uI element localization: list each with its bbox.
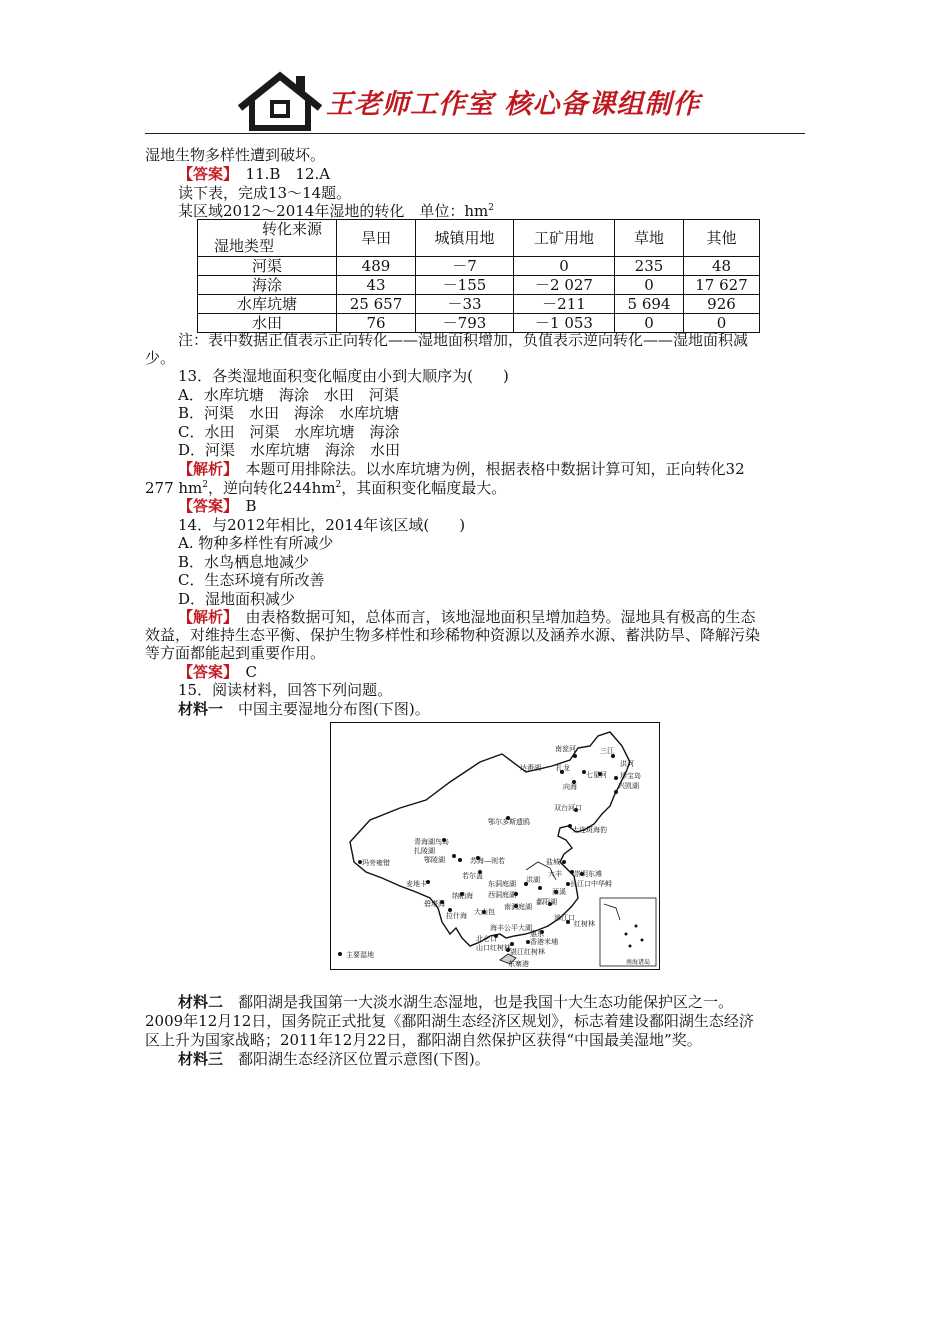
svg-text:鄱阳湖: 鄱阳湖 — [536, 898, 557, 906]
svg-text:崇明东滩: 崇明东滩 — [574, 870, 602, 878]
question-13-stem: 13．各类湿地面积变化幅度由小到大顺序为( ) — [178, 367, 509, 385]
analysis-tag: 【解析】 — [178, 608, 231, 626]
south-china-sea-inset — [600, 898, 656, 966]
table-header-cell: 旱田 — [337, 220, 416, 257]
svg-text:南洞庭湖: 南洞庭湖 — [504, 903, 532, 911]
table-row: 海涂 43 －155 －2 027 0 17 627 — [198, 276, 760, 295]
svg-text:麦地卡: 麦地卡 — [406, 880, 427, 888]
svg-text:西溪: 西溪 — [552, 888, 566, 896]
table-row: 水田 76 －793 －1 053 0 0 — [198, 314, 760, 333]
option-d: D．河渠 水库坑塘 海涂 水田 — [178, 441, 401, 459]
answer-tag: 【答案】 — [178, 165, 231, 183]
svg-text:玛旁雍错: 玛旁雍错 — [362, 859, 390, 867]
svg-text:鄂尔多斯遗鸥: 鄂尔多斯遗鸥 — [488, 818, 530, 826]
answer-tag: 【答案】 — [178, 663, 231, 681]
svg-text:北仑口: 北仑口 — [476, 935, 497, 943]
svg-text:洪湖: 洪湖 — [526, 876, 540, 884]
table-corner: 转化来源 湿地类型 — [198, 220, 337, 257]
svg-text:扎龙: 扎龙 — [556, 764, 570, 772]
svg-text:大丰: 大丰 — [548, 870, 562, 878]
svg-text:向海: 向海 — [563, 783, 577, 791]
house-logo-icon — [236, 70, 324, 132]
svg-text:南瓮河: 南瓮河 — [555, 745, 576, 753]
analysis-line: 【解析】 由表格数据可知，总体而言，该地湿地面积呈增加趋势。湿地具有极高的生态 — [178, 608, 756, 626]
inset-label: 南海诸岛 — [626, 959, 651, 966]
svg-text:漳江口: 漳江口 — [554, 914, 575, 922]
svg-text:拉什海: 拉什海 — [446, 912, 467, 920]
china-wetland-map — [330, 722, 660, 970]
svg-text:大连斑海豹: 大连斑海豹 — [572, 826, 607, 834]
option-b: B．水鸟栖息地减少 — [178, 553, 310, 571]
svg-text:鄂陵湖: 鄂陵湖 — [424, 856, 445, 864]
option-a: A．水库坑塘 海涂 水田 河渠 — [178, 386, 399, 404]
svg-text:山口红树林: 山口红树林 — [476, 944, 511, 952]
svg-text:若尔盖: 若尔盖 — [462, 872, 483, 880]
svg-text:东寨港: 东寨港 — [508, 960, 529, 968]
material-2-line: 区上升为国家战略；2011年12月22日，鄱阳湖自然保护区获得“中国最美湿地”奖。 — [145, 1031, 702, 1049]
answer-line — [178, 165, 330, 184]
svg-text:苏海—则若: 苏海—则若 — [470, 857, 505, 865]
table-header-cell: 工矿用地 — [514, 220, 615, 257]
svg-text:香港米埔: 香港米埔 — [530, 938, 558, 946]
svg-text:主要湿地: 主要湿地 — [346, 951, 374, 959]
material-1: 材料一 中国主要湿地分布图(下图)。 — [178, 700, 430, 718]
header-title: 王老师工作室 核心备课组制作 — [326, 89, 701, 120]
svg-text:扎陵湖: 扎陵湖 — [414, 847, 435, 855]
analysis-line: 【解析】 本题可用排除法。以水库坑塘为例，根据表格中数据计算可知，正向转化32 — [178, 460, 745, 478]
table-row: 河渠 489 －7 0 235 48 — [198, 257, 760, 276]
analysis-line: 等方面都能起到重要作用。 — [145, 644, 326, 662]
svg-text:珍宝岛: 珍宝岛 — [620, 772, 641, 780]
table-caption: 某区域2012～2014年湿地的转化 单位：$hm^2$ — [178, 202, 494, 220]
svg-text:纳帕海: 纳帕海 — [452, 892, 473, 900]
svg-text:达赉湖: 达赉湖 — [520, 764, 541, 772]
answer-line: 【答案】 B — [178, 497, 257, 515]
analysis-line: 277 $hm^2$，逆向转化$244hm^2$，其面积变化幅度最大。 — [145, 479, 507, 497]
option-b: B．河渠 水田 海涂 水库坑塘 — [178, 404, 400, 422]
svg-text:洪河: 洪河 — [620, 760, 634, 768]
svg-text:大山包: 大山包 — [474, 908, 495, 916]
option-a: A. 物种多样性有所减少 — [178, 534, 334, 552]
answer-text: 11.B 12.A — [245, 165, 331, 183]
material-2-line: 2009年12月12日，国务院正式批复《鄱阳湖生态经济区规划》，标志着建设鄱阳湖生态经济 — [145, 1012, 754, 1030]
svg-text:长江口中华鲟: 长江口中华鲟 — [570, 880, 612, 888]
analysis-tag: 【解析】 — [178, 460, 231, 478]
svg-text:双台河口: 双台河口 — [554, 804, 582, 812]
svg-text:海丰公平大湖: 海丰公平大湖 — [490, 924, 532, 932]
svg-text:兴凯湖: 兴凯湖 — [618, 782, 639, 790]
table-header-cell: 城镇用地 — [416, 220, 514, 257]
svg-text:东洞庭湖: 东洞庭湖 — [488, 880, 516, 888]
answer-line: 【答案】 C — [178, 663, 257, 681]
svg-text:七星河: 七星河 — [586, 771, 607, 779]
header-divider — [145, 133, 805, 134]
question-14-stem: 14．与2012年相比，2014年该区域( ) — [178, 516, 466, 534]
table-header-cell: 其他 — [684, 220, 760, 257]
material-2: 材料二 鄱阳湖是我国第一大淡水湖生态湿地，也是我国十大生态功能保护区之一。 — [178, 993, 734, 1011]
table-note: 少。 — [145, 349, 176, 367]
svg-text:盐城: 盐城 — [546, 858, 560, 866]
table-row: 水库坑塘 25 657 －33 －211 5 694 926 — [198, 295, 760, 314]
svg-text:西洞庭湖: 西洞庭湖 — [488, 891, 516, 899]
svg-text:碧塔海: 碧塔海 — [424, 900, 445, 908]
option-c: C．生态环境有所改善 — [178, 571, 325, 589]
answer-tag: 【答案】 — [178, 497, 231, 515]
option-c: C．水田 河渠 水库坑塘 海涂 — [178, 423, 400, 441]
text-line: 湿地生物多样性遭到破坏。 — [145, 146, 326, 164]
material-3: 材料三 鄱阳湖生态经济区位置示意图(下图)。 — [178, 1050, 490, 1068]
svg-text:青海湖鸟岛: 青海湖鸟岛 — [414, 838, 449, 846]
wetland-table — [197, 219, 760, 333]
text-line: 读下表，完成13～14题。 — [178, 184, 352, 202]
svg-text:湛江红树林: 湛江红树林 — [510, 948, 545, 956]
svg-text:三江: 三江 — [600, 747, 614, 755]
table-header-cell: 草地 — [615, 220, 684, 257]
svg-text:惠东: 惠东 — [530, 930, 544, 938]
analysis-line: 效益，对维持生态平衡、保护生物多样性和珍稀物种资源以及涵养水源、蓄洪防旱、降解污染 — [145, 626, 761, 644]
svg-text:红树林: 红树林 — [574, 920, 595, 928]
question-15-stem: 15．阅读材料，回答下列问题。 — [178, 681, 393, 699]
table-note: 注：表中数据正值表示正向转化——湿地面积增加，负值表示逆向转化——湿地面积减 — [178, 331, 749, 349]
map-figure — [330, 722, 660, 970]
option-d: D．湿地面积减少 — [178, 590, 296, 608]
